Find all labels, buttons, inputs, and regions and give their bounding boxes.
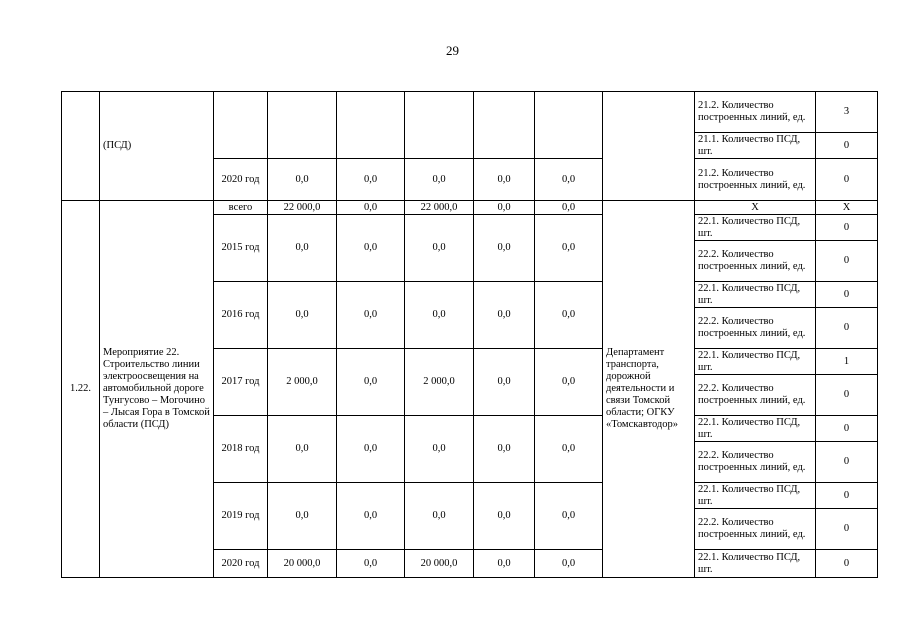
year-cell: 2017 год	[214, 349, 268, 416]
value-cell: 20 000,0	[405, 550, 474, 578]
value-cell: 0,0	[268, 483, 337, 550]
year-cell: 2019 год	[214, 483, 268, 550]
year-cell: 2015 год	[214, 215, 268, 282]
indicator-cell: 22.2. Количество построенных линий, ед.	[695, 375, 816, 416]
cont-empty-cell	[405, 92, 474, 159]
indicator-value-cell: 0	[816, 215, 878, 241]
program-table	[61, 91, 878, 578]
indicator-cell: 22.2. Количество построенных линий, ед.	[695, 442, 816, 483]
cont-number-cell	[62, 92, 100, 201]
value-cell: 0,0	[474, 282, 535, 349]
cont-empty-cell	[474, 92, 535, 159]
value-cell: 0,0	[474, 349, 535, 416]
indicator-value-cell: 0	[816, 159, 878, 201]
value-cell: 2 000,0	[405, 349, 474, 416]
value-cell: 0,0	[405, 483, 474, 550]
value-cell: 0,0	[535, 416, 603, 483]
indicator-cell: 22.2. Количество построенных линий, ед.	[695, 241, 816, 282]
value-cell: 0,0	[535, 159, 603, 201]
value-cell: 0,0	[535, 215, 603, 282]
indicator-cell: 21.2. Количество построенных линий, ед.	[695, 92, 816, 133]
indicator-cell: 21.1. Количество ПСД, шт.	[695, 133, 816, 159]
item-executor-cell: Департамент транспорта, дорожной деятельности и связи Томской области; ОГКУ «Томскавтодор»	[603, 201, 695, 578]
value-cell: 0,0	[535, 349, 603, 416]
indicator-value-cell: 0	[816, 241, 878, 282]
indicator-value-cell: 1	[816, 349, 878, 375]
value-cell: 0,0	[337, 550, 405, 578]
indicator-cell: 21.2. Количество построенных линий, ед.	[695, 159, 816, 201]
value-cell: 0,0	[405, 159, 474, 201]
cont-name-cell: (ПСД)	[100, 92, 214, 201]
total-label-cell: всего	[214, 201, 268, 215]
indicator-value-cell: 0	[816, 550, 878, 578]
value-cell: 0,0	[268, 159, 337, 201]
total-value-cell: 22 000,0	[268, 201, 337, 215]
value-cell: 0,0	[268, 416, 337, 483]
cont-empty-cell	[535, 92, 603, 159]
total-value-cell: 0,0	[337, 201, 405, 215]
value-cell: 2 000,0	[268, 349, 337, 416]
value-cell: 0,0	[337, 416, 405, 483]
value-cell: 0,0	[405, 282, 474, 349]
value-cell: 0,0	[337, 349, 405, 416]
indicator-value-cell: 0	[816, 416, 878, 442]
value-cell: 0,0	[535, 550, 603, 578]
indicator-value-cell: 0	[816, 133, 878, 159]
value-cell: 0,0	[337, 215, 405, 282]
indicator-cell: 22.1. Количество ПСД, шт.	[695, 282, 816, 308]
indicator-cell: 22.1. Количество ПСД, шт.	[695, 416, 816, 442]
indicator-value-cell: 3	[816, 92, 878, 133]
value-cell: 0,0	[268, 282, 337, 349]
value-cell: 0,0	[535, 282, 603, 349]
total-value-cell: 0,0	[535, 201, 603, 215]
value-cell: 0,0	[474, 159, 535, 201]
indicator-value-cell: 0	[816, 483, 878, 509]
indicator-value-cell: 0	[816, 282, 878, 308]
item-name-cell: Мероприятие 22. Строительство линии электроосвещения на автомобильной дороге Тунгусово – Могочино – Лысая Гора в Томской области (ПСД)	[100, 201, 214, 578]
year-cell: 2018 год	[214, 416, 268, 483]
indicator-value-cell: Х	[816, 201, 878, 215]
indicator-value-cell: 0	[816, 442, 878, 483]
cont-empty-cell	[268, 92, 337, 159]
value-cell: 0,0	[535, 483, 603, 550]
value-cell: 0,0	[474, 215, 535, 282]
cont-empty-cell	[337, 92, 405, 159]
value-cell: 0,0	[405, 215, 474, 282]
total-value-cell: 22 000,0	[405, 201, 474, 215]
indicator-value-cell: 0	[816, 375, 878, 416]
value-cell: 0,0	[474, 416, 535, 483]
cont-empty-cell	[214, 92, 268, 159]
page-number: 29	[446, 43, 459, 58]
indicator-value-cell: 0	[816, 509, 878, 550]
total-value-cell: 0,0	[474, 201, 535, 215]
value-cell: 0,0	[405, 416, 474, 483]
value-cell: 0,0	[337, 483, 405, 550]
value-cell: 0,0	[268, 215, 337, 282]
cont-executor-cell	[603, 92, 695, 201]
indicator-cell: Х	[695, 201, 816, 215]
year-cell: 2016 год	[214, 282, 268, 349]
item-number-cell: 1.22.	[62, 201, 100, 578]
indicator-value-cell: 0	[816, 308, 878, 349]
value-cell: 0,0	[337, 159, 405, 201]
indicator-cell: 22.1. Количество ПСД, шт.	[695, 349, 816, 375]
indicator-cell: 22.2. Количество построенных линий, ед.	[695, 509, 816, 550]
value-cell: 0,0	[474, 483, 535, 550]
indicator-cell: 22.2. Количество построенных линий, ед.	[695, 308, 816, 349]
indicator-cell: 22.1. Количество ПСД, шт.	[695, 483, 816, 509]
indicator-cell: 22.1. Количество ПСД, шт.	[695, 550, 816, 578]
value-cell: 20 000,0	[268, 550, 337, 578]
value-cell: 0,0	[337, 282, 405, 349]
year-cell: 2020 год	[214, 159, 268, 201]
value-cell: 0,0	[474, 550, 535, 578]
indicator-cell: 22.1. Количество ПСД, шт.	[695, 215, 816, 241]
year-cell: 2020 год	[214, 550, 268, 578]
